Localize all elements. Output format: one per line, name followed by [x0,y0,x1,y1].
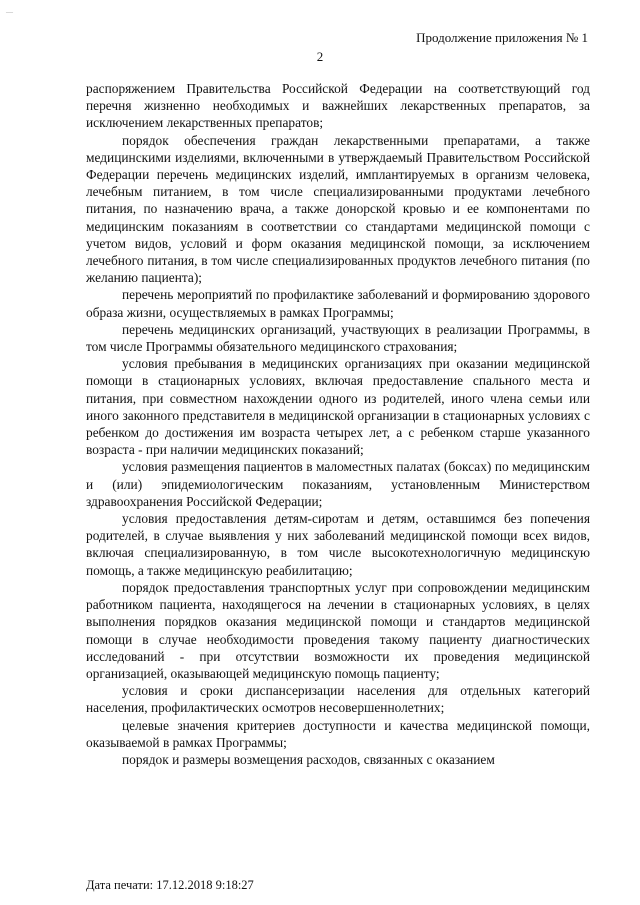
paragraph: условия пребывания в медицинских организациях при оказании медицинской помощи в стационарных условиях, включая предоставление спального места и питания, при совместном нахождении одного из родителей, иного члена семьи или иного законного представителя в медицинской организации в стационарных условиях с ребенком до достижения им возраста четырех лет, а с ребенком старше указанного возраста - при наличии медицинских показаний; [86,356,590,458]
paragraph: условия и сроки диспансеризации населения для отдельных категорий населения, профилактических осмотров несовершеннолетних; [86,683,590,716]
page-number: 2 [316,49,324,64]
paragraph: порядок и размеры возмещения расходов, связанных с оказанием [122,751,495,767]
paragraph: целевые значения критериев доступности и качества медицинской помощи, оказываемой в рамках Программы; [86,717,590,750]
page-header: Продолжение приложения № 1 [416,30,588,45]
paragraph: перечень мероприятий по профилактике заболеваний и формированию здорового образа жизни, осуществляемых в рамках Программы; [86,287,590,320]
print-date: Дата печати: 17.12.2018 9:18:27 [86,878,254,892]
paragraph: порядок обеспечения граждан лекарственными препаратами, а также медицинскими изделиями, включенными в утверждаемый Правительством Российской Федерации перечень медицинских изделий, имплантируемых в организм человека, лечебным питанием, в том числе специализированными продуктами лечебного питания, по назначению врача, а также донорской кровью и ее компонентами по медицинским показаниям в соответствии со стандартами медицинской помощи с учетом видов, условий и форм оказания медицинской помощи, за исключением лечебного питания, в том числе специализированных продуктов лечебного питания (по желанию пациента); [86,132,590,286]
paragraph: распоряжением Правительства Российской Федерации на соответствующий год перечня жизненно необходимых и важнейших лекарственных препаратов, за исключением лекарственных препаратов; [86,81,590,131]
corner-mark: — [6,8,13,16]
paragraph: условия предоставления детям-сиротам и детям, оставшимся без попечения родителей, в случае выявления у них заболеваний медицинской помощи всех видов, включая специализированную, в том числе высокотехнологичную медицинскую помощь, а также медицинскую реабилитацию; [86,511,590,578]
document-body [86,80,590,768]
paragraph: перечень медицинских организаций, участвующих в реализации Программы, в том числе Программы обязательного медицинского страхования; [86,321,590,355]
paragraph: порядок предоставления транспортных услуг при сопровождении медицинским работником пациента, находящегося на лечении в стационарных условиях, в целях выполнения порядков оказания медицинской помощи и стандартов медицинской помощи в случае необходимости проведения такому пациенту диагностических исследований - при отсутствии возможности их проведения медицинской организацией, оказывающей медицинскую помощь пациенту; [86,579,590,681]
paragraph: условия размещения пациентов в маломестных палатах (боксах) по медицинским и (или) эпидемиологическим показаниям, установленным Министерством здравоохранения Российской Федерации; [86,459,590,509]
